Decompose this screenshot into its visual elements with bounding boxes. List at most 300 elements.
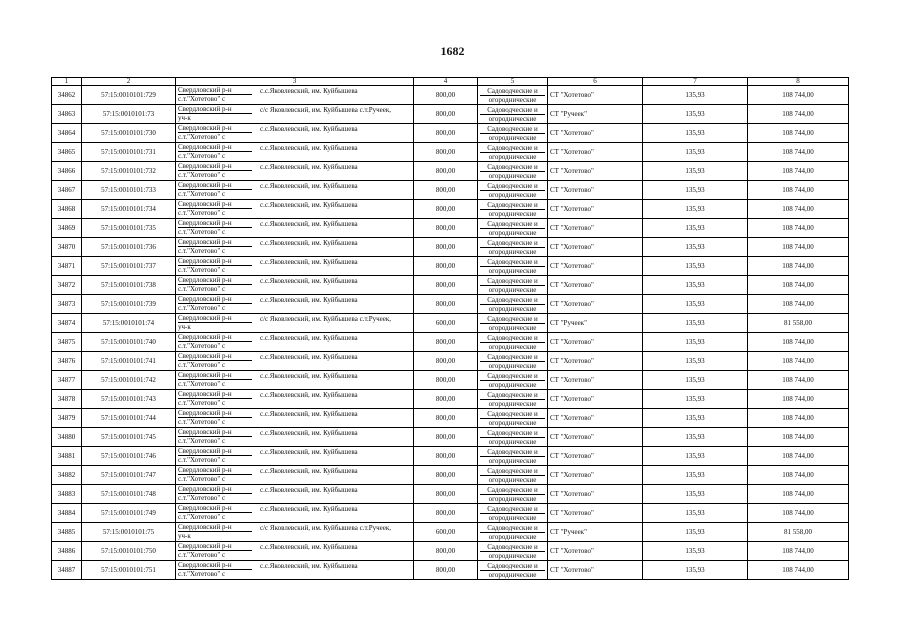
cadastral-value: 108 744,00 [748, 466, 849, 485]
cadastral-value: 108 744,00 [748, 162, 849, 181]
district: Свердловский р-н [178, 390, 232, 398]
address-cell [176, 181, 414, 200]
owner: СТ "Хотетово" [548, 485, 643, 504]
owner: СТ "Хотетово" [548, 390, 643, 409]
cadastral-number: 57:15:0010101:742 [82, 371, 176, 390]
cadastral-number: 57:15:0010101:750 [82, 542, 176, 561]
table-row [52, 428, 849, 447]
table-row [52, 257, 849, 276]
cadastral-value: 108 744,00 [748, 238, 849, 257]
cadastral-number: 57:15:0010101:734 [82, 200, 176, 219]
permitted-use-line2: огороднические [480, 266, 545, 275]
specific-value: 135,93 [643, 561, 748, 580]
permitted-use-line1: Садоводческие и [487, 143, 538, 152]
address-detail: с.т."Хотетово" с [178, 379, 252, 388]
address-detail: с.т."Хотетово" с [178, 417, 252, 426]
address-cell [176, 371, 414, 390]
permitted-use-line1: Садоводческие и [487, 105, 538, 114]
area: 800,00 [414, 390, 478, 409]
address-detail: с.т."Хотетово" с [178, 246, 252, 255]
address-detail: с.т."Хотетово" с [178, 170, 252, 179]
specific-value: 135,93 [643, 390, 748, 409]
permitted-use-line1: Садоводческие и [487, 409, 538, 418]
cadastral-value: 81 558,00 [748, 523, 849, 542]
permitted-use-line2: огороднические [480, 133, 545, 142]
page-number: 1682 [440, 44, 465, 58]
row-number: 34883 [52, 485, 82, 504]
permitted-use-line2: огороднические [480, 456, 545, 465]
permitted-use-line1: Садоводческие и [487, 428, 538, 437]
cadastral-value: 108 744,00 [748, 485, 849, 504]
row-number: 34880 [52, 428, 82, 447]
owner: СТ "Хотетово" [548, 428, 643, 447]
permitted-use-cell [478, 333, 548, 352]
address-cell [176, 390, 414, 409]
district: Свердловский р-н [178, 523, 232, 531]
column-header: 6 [548, 78, 643, 86]
address-detail: с.т."Хотетово" с [178, 493, 252, 502]
row-number: 34867 [52, 181, 82, 200]
permitted-use-cell [478, 124, 548, 143]
locality: с.с.Яковлевский, им. Куйбышева [260, 429, 358, 437]
permitted-use-line2: огороднические [480, 304, 545, 313]
row-number: 34870 [52, 238, 82, 257]
row-number: 34874 [52, 314, 82, 333]
address-detail: с.т."Хотетово" с [178, 208, 252, 217]
locality: с.с.Яковлевский, им. Куйбышева [260, 505, 358, 513]
table-row [52, 181, 849, 200]
owner: СТ "Хотетово" [548, 542, 643, 561]
permitted-use-line2: огороднические [480, 532, 545, 541]
specific-value: 135,93 [643, 371, 748, 390]
permitted-use-line2: огороднические [480, 342, 545, 351]
address-cell [176, 219, 414, 238]
specific-value: 135,93 [643, 447, 748, 466]
district: Свердловский р-н [178, 561, 232, 569]
permitted-use-line1: Садоводческие и [487, 295, 538, 304]
owner: СТ "Хотетово" [548, 181, 643, 200]
table-row [52, 124, 849, 143]
permitted-use-cell [478, 504, 548, 523]
district: Свердловский р-н [178, 181, 232, 189]
address-detail: с.т."Хотетово" с [178, 303, 252, 312]
permitted-use-cell [478, 466, 548, 485]
locality: с/с Яковлевский, им. Куйбышева с.т.Ручеек, [260, 524, 392, 532]
cadastral-value: 108 744,00 [748, 257, 849, 276]
address-cell [176, 276, 414, 295]
permitted-use-line2: огороднические [480, 228, 545, 237]
area: 800,00 [414, 257, 478, 276]
column-header: 8 [748, 78, 849, 86]
cadastral-value: 108 744,00 [748, 542, 849, 561]
row-number: 34885 [52, 523, 82, 542]
permitted-use-cell [478, 238, 548, 257]
cadastral-value: 108 744,00 [748, 409, 849, 428]
land-register-table [51, 77, 849, 580]
table-row [52, 390, 849, 409]
row-number: 34866 [52, 162, 82, 181]
area: 600,00 [414, 314, 478, 333]
cadastral-value: 81 558,00 [748, 314, 849, 333]
locality: с/с Яковлевский, им. Куйбышева с.т.Ручеек, [260, 315, 392, 323]
address-detail: с.т."Хотетово" с [178, 569, 252, 578]
locality: с.с.Яковлевский, им. Куйбышева [260, 353, 358, 361]
permitted-use-cell [478, 561, 548, 580]
cadastral-number: 57:15:0010101:746 [82, 447, 176, 466]
permitted-use-line1: Садоводческие и [487, 352, 538, 361]
row-number: 34865 [52, 143, 82, 162]
permitted-use-cell [478, 143, 548, 162]
area: 800,00 [414, 409, 478, 428]
district: Свердловский р-н [178, 466, 232, 474]
row-number: 34863 [52, 105, 82, 124]
cadastral-number: 57:15:0010101:730 [82, 124, 176, 143]
cadastral-value: 108 744,00 [748, 333, 849, 352]
locality: с.с.Яковлевский, им. Куйбышева [260, 486, 358, 494]
permitted-use-line1: Садоводческие и [487, 523, 538, 532]
cadastral-value: 108 744,00 [748, 86, 849, 105]
district: Свердловский р-н [178, 333, 232, 341]
address-detail: с.т."Хотетово" с [178, 474, 252, 483]
row-number: 34871 [52, 257, 82, 276]
permitted-use-cell [478, 409, 548, 428]
district: Свердловский р-н [178, 371, 232, 379]
address-cell [176, 466, 414, 485]
table-row [52, 371, 849, 390]
district: Свердловский р-н [178, 504, 232, 512]
permitted-use-line2: огороднические [480, 95, 545, 104]
address-cell [176, 124, 414, 143]
address-detail: уч-к [178, 113, 252, 122]
permitted-use-line2: огороднические [480, 247, 545, 256]
column-header: 2 [82, 78, 176, 86]
cadastral-number: 57:15:0010101:747 [82, 466, 176, 485]
row-number: 34862 [52, 86, 82, 105]
cadastral-number: 57:15:0010101:739 [82, 295, 176, 314]
locality: с.с.Яковлевский, им. Куйбышева [260, 448, 358, 456]
owner: СТ "Хотетово" [548, 257, 643, 276]
district: Свердловский р-н [178, 295, 232, 303]
district: Свердловский р-н [178, 352, 232, 360]
address-detail: с.т."Хотетово" с [178, 189, 252, 198]
permitted-use-cell [478, 352, 548, 371]
address-cell [176, 523, 414, 542]
area: 800,00 [414, 238, 478, 257]
locality: с.с.Яковлевский, им. Куйбышева [260, 239, 358, 247]
address-cell [176, 409, 414, 428]
cadastral-number: 57:15:0010101:75 [82, 523, 176, 542]
address-cell [176, 257, 414, 276]
owner: СТ "Хотетово" [548, 238, 643, 257]
owner: СТ "Ручеек" [548, 105, 643, 124]
district: Свердловский р-н [178, 124, 232, 132]
specific-value: 135,93 [643, 295, 748, 314]
address-cell [176, 333, 414, 352]
specific-value: 135,93 [643, 352, 748, 371]
cadastral-value: 108 744,00 [748, 295, 849, 314]
row-number: 34886 [52, 542, 82, 561]
locality: с.с.Яковлевский, им. Куйбышева [260, 220, 358, 228]
row-number: 34882 [52, 466, 82, 485]
locality: с.с.Яковлевский, им. Куйбышева [260, 467, 358, 475]
permitted-use-line1: Садоводческие и [487, 219, 538, 228]
cadastral-value: 108 744,00 [748, 447, 849, 466]
table-row [52, 447, 849, 466]
district: Свердловский р-н [178, 105, 232, 113]
table-row [52, 314, 849, 333]
locality: с/с Яковлевский, им. Куйбышева с.т.Ручеек, [260, 106, 392, 114]
column-header: 5 [478, 78, 548, 86]
owner: СТ "Хотетово" [548, 219, 643, 238]
specific-value: 135,93 [643, 314, 748, 333]
owner: СТ "Хотетово" [548, 333, 643, 352]
permitted-use-cell [478, 447, 548, 466]
cadastral-number: 57:15:0010101:737 [82, 257, 176, 276]
row-number: 34875 [52, 333, 82, 352]
permitted-use-cell [478, 200, 548, 219]
locality: с.с.Яковлевский, им. Куйбышева [260, 562, 358, 570]
cadastral-number: 57:15:0010101:744 [82, 409, 176, 428]
cadastral-value: 108 744,00 [748, 181, 849, 200]
area: 800,00 [414, 219, 478, 238]
area: 800,00 [414, 333, 478, 352]
owner: СТ "Хотетово" [548, 447, 643, 466]
owner: СТ "Ручеек" [548, 523, 643, 542]
district: Свердловский р-н [178, 428, 232, 436]
address-cell [176, 314, 414, 333]
owner: СТ "Хотетово" [548, 200, 643, 219]
locality: с.с.Яковлевский, им. Куйбышева [260, 543, 358, 551]
specific-value: 135,93 [643, 485, 748, 504]
permitted-use-line2: огороднические [480, 551, 545, 560]
owner: СТ "Хотетово" [548, 124, 643, 143]
cadastral-number: 57:15:0010101:741 [82, 352, 176, 371]
cadastral-number: 57:15:0010101:729 [82, 86, 176, 105]
specific-value: 135,93 [643, 523, 748, 542]
permitted-use-line1: Садоводческие и [487, 257, 538, 266]
address-cell [176, 485, 414, 504]
cadastral-number: 57:15:0010101:731 [82, 143, 176, 162]
address-cell [176, 162, 414, 181]
permitted-use-line2: огороднические [480, 475, 545, 484]
owner: СТ "Хотетово" [548, 466, 643, 485]
cadastral-number: 57:15:0010101:733 [82, 181, 176, 200]
area: 800,00 [414, 143, 478, 162]
row-number: 34876 [52, 352, 82, 371]
area: 800,00 [414, 542, 478, 561]
district: Свердловский р-н [178, 485, 232, 493]
permitted-use-cell [478, 314, 548, 333]
table-row [52, 276, 849, 295]
table-row [52, 466, 849, 485]
cadastral-number: 57:15:0010101:745 [82, 428, 176, 447]
owner: СТ "Хотетово" [548, 561, 643, 580]
area: 800,00 [414, 295, 478, 314]
permitted-use-line1: Садоводческие и [487, 466, 538, 475]
owner: СТ "Хотетово" [548, 295, 643, 314]
locality: с.с.Яковлевский, им. Куйбышева [260, 258, 358, 266]
permitted-use-line1: Садоводческие и [487, 86, 538, 95]
table-row [52, 504, 849, 523]
row-number: 34887 [52, 561, 82, 580]
cadastral-number: 57:15:0010101:748 [82, 485, 176, 504]
owner: СТ "Ручеек" [548, 314, 643, 333]
address-detail: с.т."Хотетово" с [178, 436, 252, 445]
cadastral-value: 108 744,00 [748, 200, 849, 219]
permitted-use-cell [478, 295, 548, 314]
permitted-use-line2: огороднические [480, 152, 545, 161]
row-number: 34878 [52, 390, 82, 409]
permitted-use-line1: Садоводческие и [487, 504, 538, 513]
address-cell [176, 295, 414, 314]
row-number: 34872 [52, 276, 82, 295]
permitted-use-cell [478, 428, 548, 447]
permitted-use-cell [478, 257, 548, 276]
permitted-use-line2: огороднические [480, 114, 545, 123]
permitted-use-cell [478, 485, 548, 504]
area: 800,00 [414, 162, 478, 181]
district: Свердловский р-н [178, 409, 232, 417]
area: 800,00 [414, 276, 478, 295]
permitted-use-line1: Садоводческие и [487, 333, 538, 342]
permitted-use-cell [478, 276, 548, 295]
specific-value: 135,93 [643, 124, 748, 143]
address-detail: с.т."Хотетово" с [178, 265, 252, 274]
permitted-use-line1: Садоводческие и [487, 162, 538, 171]
area: 800,00 [414, 504, 478, 523]
table-row [52, 523, 849, 542]
permitted-use-line2: огороднические [480, 285, 545, 294]
cadastral-value: 108 744,00 [748, 124, 849, 143]
cadastral-value: 108 744,00 [748, 105, 849, 124]
locality: с.с.Яковлевский, им. Куйбышева [260, 277, 358, 285]
locality: с.с.Яковлевский, им. Куйбышева [260, 182, 358, 190]
table-row [52, 86, 849, 105]
area: 800,00 [414, 447, 478, 466]
locality: с.с.Яковлевский, им. Куйбышева [260, 87, 358, 95]
permitted-use-line2: огороднические [480, 171, 545, 180]
specific-value: 135,93 [643, 143, 748, 162]
row-number: 34877 [52, 371, 82, 390]
district: Свердловский р-н [178, 200, 232, 208]
area: 800,00 [414, 561, 478, 580]
area: 800,00 [414, 200, 478, 219]
cadastral-value: 108 744,00 [748, 219, 849, 238]
specific-value: 135,93 [643, 162, 748, 181]
address-cell [176, 504, 414, 523]
locality: с.с.Яковлевский, им. Куйбышева [260, 125, 358, 133]
owner: СТ "Хотетово" [548, 143, 643, 162]
table-row [52, 561, 849, 580]
address-detail: с.т."Хотетово" с [178, 398, 252, 407]
cadastral-number: 57:15:0010101:740 [82, 333, 176, 352]
district: Свердловский р-н [178, 86, 232, 94]
address-cell [176, 238, 414, 257]
table-row [52, 162, 849, 181]
permitted-use-line2: огороднические [480, 494, 545, 503]
specific-value: 135,93 [643, 181, 748, 200]
cadastral-value: 108 744,00 [748, 143, 849, 162]
address-detail: уч-к [178, 322, 252, 331]
address-cell [176, 200, 414, 219]
specific-value: 135,93 [643, 219, 748, 238]
specific-value: 135,93 [643, 542, 748, 561]
permitted-use-line2: огороднические [480, 380, 545, 389]
table-row [52, 238, 849, 257]
area: 800,00 [414, 485, 478, 504]
district: Свердловский р-н [178, 542, 232, 550]
permitted-use-line2: огороднические [480, 513, 545, 522]
row-number: 34884 [52, 504, 82, 523]
permitted-use-line1: Садоводческие и [487, 276, 538, 285]
table-row [52, 485, 849, 504]
owner: СТ "Хотетово" [548, 371, 643, 390]
specific-value: 135,93 [643, 105, 748, 124]
address-detail: с.т."Хотетово" с [178, 151, 252, 160]
permitted-use-line2: огороднические [480, 399, 545, 408]
permitted-use-cell [478, 181, 548, 200]
permitted-use-line2: огороднические [480, 190, 545, 199]
permitted-use-line2: огороднические [480, 361, 545, 370]
permitted-use-line1: Садоводческие и [487, 181, 538, 190]
area: 800,00 [414, 181, 478, 200]
permitted-use-line1: Садоводческие и [487, 238, 538, 247]
owner: СТ "Хотетово" [548, 409, 643, 428]
table-row [52, 352, 849, 371]
permitted-use-cell [478, 523, 548, 542]
address-detail: с.т."Хотетово" с [178, 132, 252, 141]
permitted-use-cell [478, 219, 548, 238]
address-cell [176, 352, 414, 371]
locality: с.с.Яковлевский, им. Куйбышева [260, 391, 358, 399]
column-header: 3 [176, 78, 414, 86]
locality: с.с.Яковлевский, им. Куйбышева [260, 296, 358, 304]
permitted-use-cell [478, 162, 548, 181]
permitted-use-cell [478, 542, 548, 561]
area: 800,00 [414, 428, 478, 447]
row-number: 34881 [52, 447, 82, 466]
area: 600,00 [414, 523, 478, 542]
owner: СТ "Хотетово" [548, 162, 643, 181]
area: 800,00 [414, 352, 478, 371]
owner: СТ "Хотетово" [548, 504, 643, 523]
permitted-use-line1: Садоводческие и [487, 447, 538, 456]
permitted-use-line1: Садоводческие и [487, 314, 538, 323]
address-detail: с.т."Хотетово" с [178, 360, 252, 369]
district: Свердловский р-н [178, 219, 232, 227]
address-detail: с.т."Хотетово" с [178, 94, 252, 103]
district: Свердловский р-н [178, 143, 232, 151]
cadastral-number: 57:15:0010101:736 [82, 238, 176, 257]
permitted-use-line2: огороднические [480, 209, 545, 218]
locality: с.с.Яковлевский, им. Куйбышева [260, 372, 358, 380]
district: Свердловский р-н [178, 276, 232, 284]
cadastral-number: 57:15:0010101:749 [82, 504, 176, 523]
locality: с.с.Яковлевский, им. Куйбышева [260, 410, 358, 418]
specific-value: 135,93 [643, 333, 748, 352]
table-body [52, 86, 849, 580]
area: 800,00 [414, 86, 478, 105]
permitted-use-line2: огороднические [480, 323, 545, 332]
table-row [52, 200, 849, 219]
owner: СТ "Хотетово" [548, 276, 643, 295]
locality: с.с.Яковлевский, им. Куйбышева [260, 334, 358, 342]
permitted-use-cell [478, 86, 548, 105]
permitted-use-line1: Садоводческие и [487, 542, 538, 551]
area: 800,00 [414, 466, 478, 485]
specific-value: 135,93 [643, 86, 748, 105]
cadastral-value: 108 744,00 [748, 276, 849, 295]
